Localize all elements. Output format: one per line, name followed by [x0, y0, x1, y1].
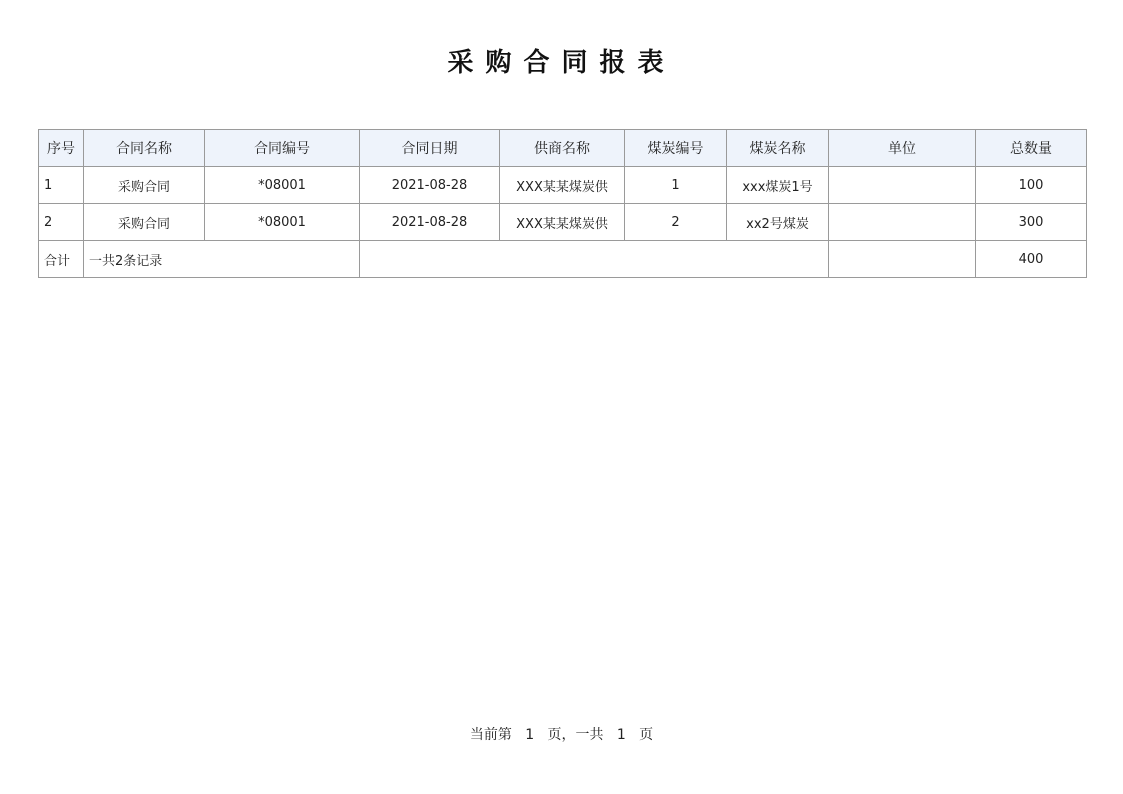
cell-contract-date: 2021-08-28 [360, 167, 500, 204]
cell-unit [829, 204, 976, 241]
summary-blank [360, 241, 829, 278]
cell-index: 2 [39, 204, 84, 241]
table-row [39, 167, 1087, 204]
header-index: 序号 [39, 130, 84, 167]
cell-contract-name: 采购合同 [84, 167, 205, 204]
cell-contract-name: 采购合同 [84, 204, 205, 241]
cell-coal-name: xxx煤炭1号 [727, 167, 829, 204]
cell-contract-number: *08001 [205, 204, 360, 241]
pagination-current-page: 1 [525, 727, 535, 743]
cell-index: 1 [39, 167, 84, 204]
cell-coal-number: 1 [625, 167, 727, 204]
header-unit: 单位 [829, 130, 976, 167]
cell-contract-number: *08001 [205, 167, 360, 204]
pagination-middle: 页，一共 [547, 727, 604, 743]
cell-coal-name: xx2号煤炭 [727, 204, 829, 241]
header-coal-number: 煤炭编号 [625, 130, 727, 167]
cell-total-quantity: 300 [976, 204, 1087, 241]
contract-table [38, 129, 1087, 278]
header-total-quantity: 总数量 [976, 130, 1087, 167]
summary-unit [829, 241, 976, 278]
pagination-total-pages: 1 [616, 727, 626, 743]
cell-supplier-name: XXX某某煤炭供 [500, 167, 625, 204]
cell-unit [829, 167, 976, 204]
header-supplier-name: 供商名称 [500, 130, 625, 167]
header-contract-name: 合同名称 [84, 130, 205, 167]
header-contract-number: 合同编号 [205, 130, 360, 167]
summary-label: 合计 [39, 241, 84, 278]
pagination-footer [0, 724, 1123, 744]
summary-record-count: 一共2条记录 [84, 241, 360, 278]
header-contract-date: 合同日期 [360, 130, 500, 167]
cell-supplier-name: XXX某某煤炭供 [500, 204, 625, 241]
header-coal-name: 煤炭名称 [727, 130, 829, 167]
cell-total-quantity: 100 [976, 167, 1087, 204]
cell-coal-number: 2 [625, 204, 727, 241]
pagination-suffix: 页 [639, 727, 654, 743]
table-header-row [39, 130, 1087, 167]
cell-contract-date: 2021-08-28 [360, 204, 500, 241]
summary-row [39, 241, 1087, 278]
report-title: 采购合同报表 [447, 48, 676, 78]
pagination-prefix: 当前第 [469, 727, 512, 743]
summary-total-quantity: 400 [976, 241, 1087, 278]
table-row [39, 204, 1087, 241]
